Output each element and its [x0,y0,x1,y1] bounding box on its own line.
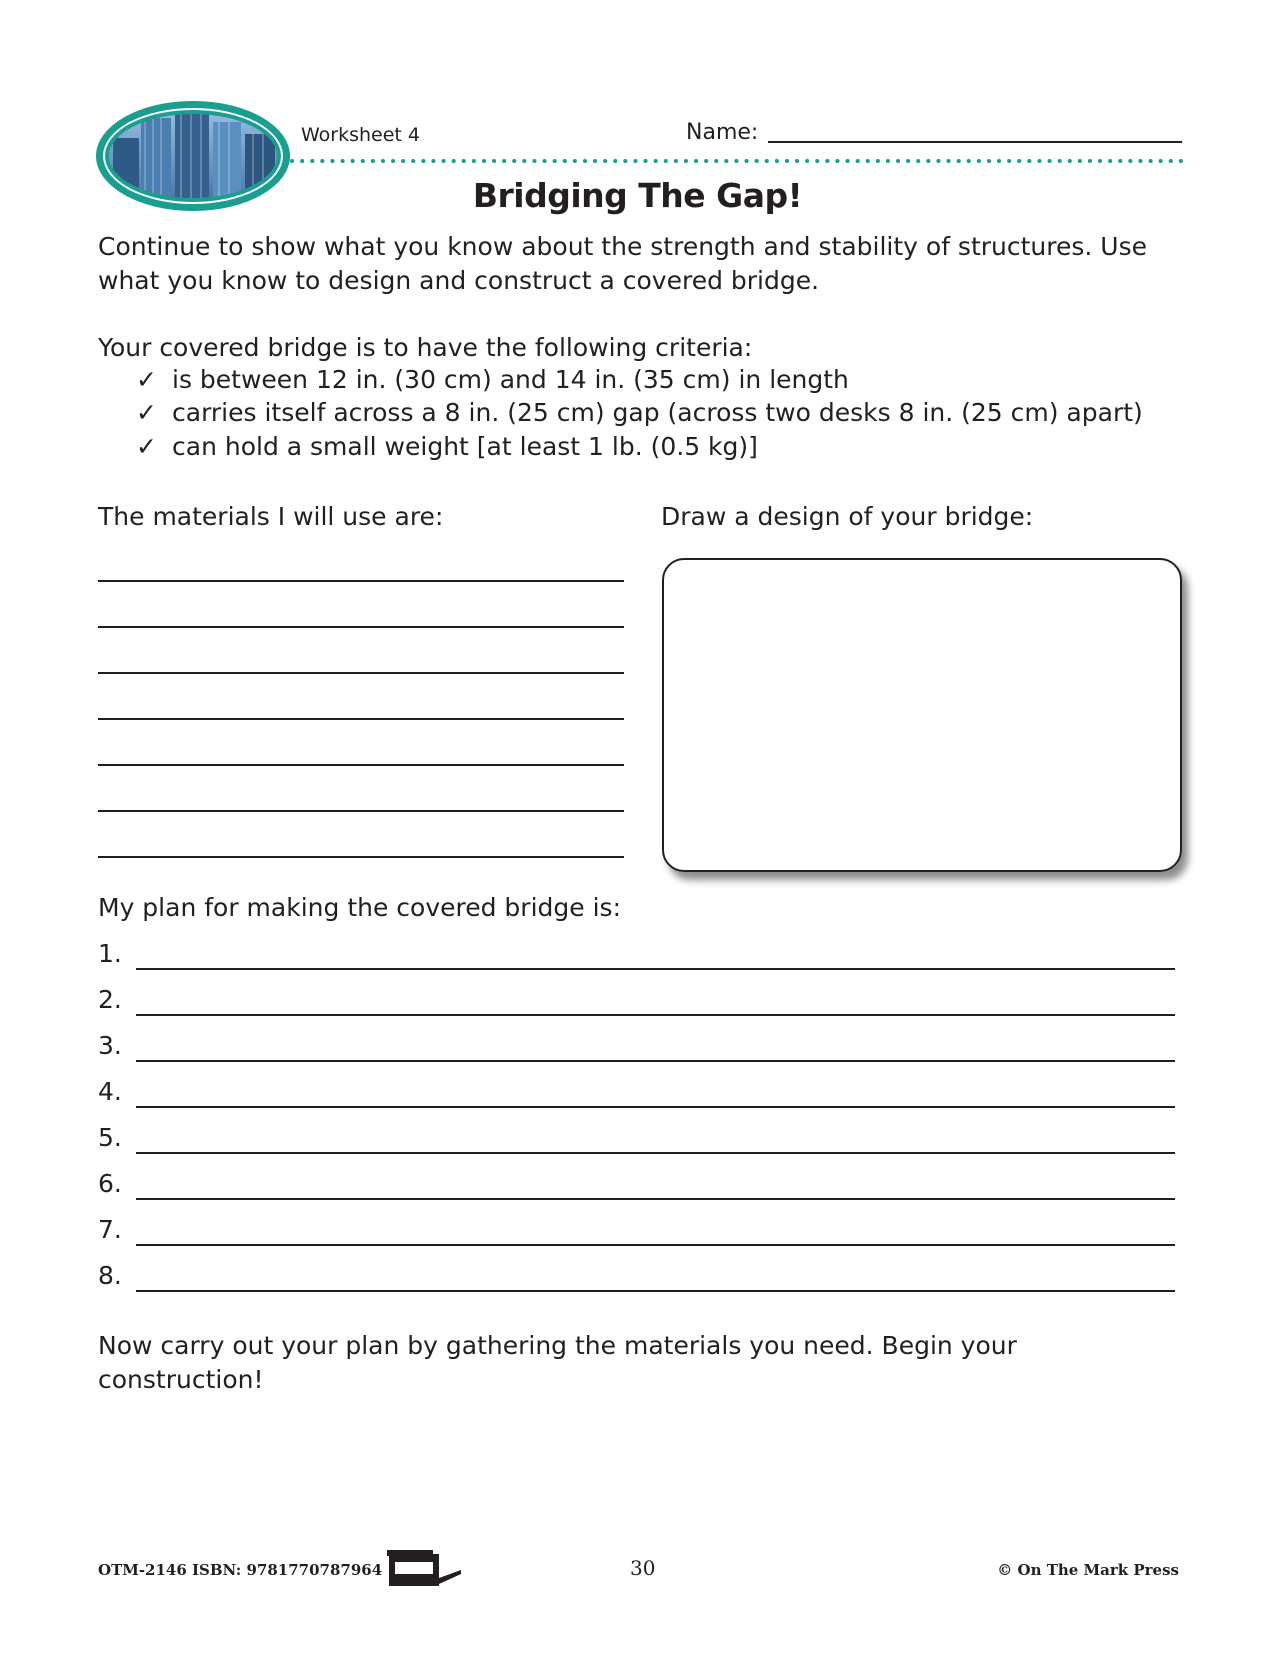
step-line[interactable] [136,1244,1175,1246]
criteria-item-text: is between 12 in. (30 cm) and 14 in. (35 cm) in length [172,365,849,394]
page-title: Bridging The Gap! [472,176,803,215]
step-number: 7. [98,1215,122,1244]
dotted-divider [290,158,1185,164]
materials-line[interactable] [98,764,624,766]
criteria-item-text: carries itself across a 8 in. (25 cm) gap (across two desks 8 in. (25 cm) apart) [172,398,1143,427]
checkmark-icon: ✓ [136,432,157,461]
footer-isbn: OTM-2146 ISBN: 9781770787964 [98,1561,383,1579]
step-number: 2. [98,985,122,1014]
page-number: 30 [630,1556,656,1580]
materials-line[interactable] [98,672,624,674]
step-number: 6. [98,1169,122,1198]
criteria-intro: Your covered bridge is to have the following criteria: [98,333,753,362]
step-line[interactable] [136,968,1175,970]
step-number: 8. [98,1261,122,1290]
step-number: 5. [98,1123,122,1152]
closing-paragraph: Now carry out your plan by gathering the materials you need. Begin your construction! [98,1331,1017,1394]
draw-label: Draw a design of your bridge: [661,502,1034,531]
step-line[interactable] [136,1198,1175,1200]
criteria-item [136,432,758,461]
name-field[interactable] [768,141,1182,143]
materials-line[interactable] [98,626,624,628]
name-label: Name: [686,120,759,145]
intro-paragraph: Continue to show what you know about the strength and stability of structures. Use what you know to design and construct a covered bridge. [98,232,1148,295]
step-number: 1. [98,939,122,968]
step-line[interactable] [136,1060,1175,1062]
materials-line[interactable] [98,718,624,720]
materials-line[interactable] [98,580,624,582]
checkmark-icon: ✓ [136,365,157,394]
materials-line[interactable] [98,856,624,858]
bridge-design-box[interactable] [662,558,1182,872]
footer-copyright: © On The Mark Press [997,1561,1179,1579]
step-line[interactable] [136,1106,1175,1108]
step-number: 3. [98,1031,122,1060]
criteria-item [136,398,1143,427]
step-line[interactable] [136,1014,1175,1016]
materials-line[interactable] [98,810,624,812]
plan-label: My plan for making the covered bridge is: [98,893,621,922]
step-line[interactable] [136,1290,1175,1292]
photocopier-icon [385,1548,463,1590]
step-number: 4. [98,1077,122,1106]
criteria-item-text: can hold a small weight [at least 1 lb. (0.5 kg)] [172,432,758,461]
materials-label: The materials I will use are: [98,502,444,531]
checkmark-icon: ✓ [136,398,157,427]
worksheet-label: Worksheet 4 [301,124,421,146]
criteria-item [136,365,849,394]
step-line[interactable] [136,1152,1175,1154]
